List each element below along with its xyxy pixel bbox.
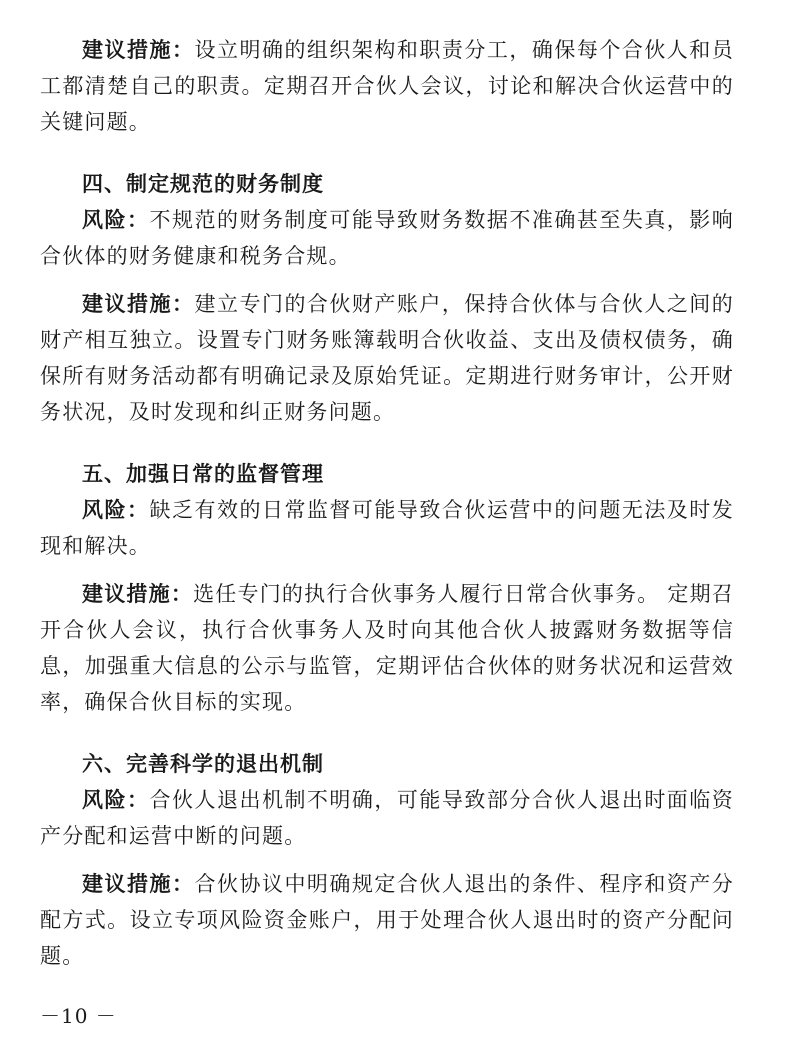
section5-heading: 五、加强日常的监督管理 [82,462,324,486]
risk-text: 不规范的财务制度可能导致财务数据不准确甚至失真，影响合伙体的财务健康和税务合规。 [40,208,734,268]
risk-text: 合伙人退出机制不明确，可能导致部分合伙人退出时面临资产分配和运营中断的问题。 [40,788,734,848]
measures-text: 合伙协议中明确规定合伙人退出的条件、程序和资产分配方式。设立专项风险资金账户，用于处理合伙人退出时的资产分配问题。 [40,872,734,968]
risk-label: 风险： [82,498,150,522]
measures-text: 设立明确的组织架构和职责分工，确保每个合伙人和员工都清楚自己的职责。定期召开合伙人会议，讨论和解决合伙运营中的关键问题。 [40,38,734,134]
section4-risk-paragraph [40,202,734,274]
risk-text: 缺乏有效的日常监督可能导致合伙运营中的问题无法及时发现和解决。 [40,498,734,558]
section4-measures-paragraph [40,286,734,430]
measures-text: 选任专门的执行合伙事务人履行日常合伙事务。 定期召开合伙人会议，执行合伙事务人及时向其他合伙人披露财务数据等信息，加强重大信息的公示与监管，定期评估合伙体的财务状况和运营效率，确保合伙目标的实现。 [40,582,734,714]
risk-label: 风险： [82,788,150,812]
measures-label: 建议措施： [82,582,194,606]
section6-measures-paragraph [40,866,734,974]
section6-risk-paragraph [40,782,734,854]
page-number: －10 － [40,1004,117,1028]
measures-text: 建立专门的合伙财产账户，保持合伙体与合伙人之间的财产相互独立。设置专门财务账簿载明合伙收益、支出及债权债务，确保所有财务活动都有明确记录及原始凭证。定期进行财务审计，公开财务状况，及时发现和纠正财务问题。 [40,292,734,424]
section4-heading: 四、制定规范的财务制度 [82,172,324,196]
section5-measures-paragraph [40,576,734,720]
measures-label: 建议措施： [82,292,195,316]
section5-risk-paragraph [40,492,734,564]
section3-measures-paragraph [40,32,734,140]
measures-label: 建议措施： [82,38,195,62]
section6-heading: 六、完善科学的退出机制 [82,752,324,776]
measures-label: 建议措施： [82,872,195,896]
risk-label: 风险： [82,208,150,232]
